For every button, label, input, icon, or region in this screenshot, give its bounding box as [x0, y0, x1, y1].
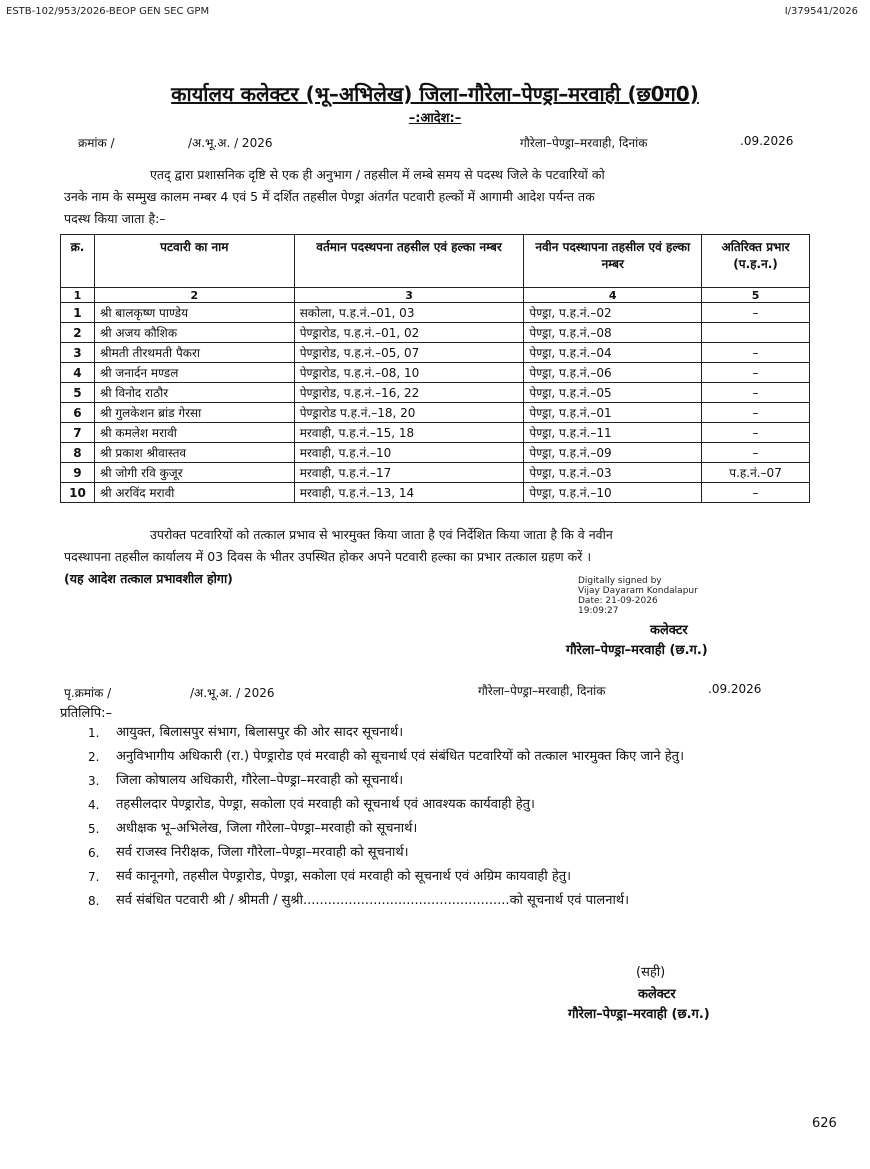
final-sahi: (सही) — [636, 965, 666, 980]
current-posting-cell: पेण्ड्रारोड, प.ह.नं.–01, 02 — [294, 323, 524, 343]
patwari-name-cell: श्री जनार्दन मण्डल — [94, 363, 294, 383]
copy-item-number: 8. — [88, 894, 100, 908]
table-row — [61, 383, 810, 403]
copy-date: .09.2026 — [708, 682, 762, 696]
col-number: 3 — [294, 288, 524, 303]
patwari-name-cell: श्री गुलकेशन ब्रांड गेरसा — [94, 403, 294, 423]
copy-heading: प्रतिलिपि:– — [60, 706, 112, 721]
copy-item-text: जिला कोषालय अधिकारी, गौरेला–पेण्ड्रा–मरवाही को सूचनार्थ। — [116, 773, 404, 788]
serial-cell: 3 — [61, 343, 95, 363]
transfer-table — [60, 234, 810, 503]
digital-signature-line: 19:09:27 — [578, 606, 619, 616]
new-posting-cell: पेण्ड्रा, प.ह.नं.–01 — [524, 403, 702, 423]
office-title — [0, 80, 870, 107]
current-posting-cell: मरवाही, प.ह.नं.–10 — [294, 443, 524, 463]
additional-charge-cell: – — [702, 343, 810, 363]
additional-charge-cell: – — [702, 423, 810, 443]
patwari-name-cell: श्री अजय कौशिक — [94, 323, 294, 343]
order-date: .09.2026 — [740, 134, 794, 148]
patwari-name-cell: श्री अरविंद मरावी — [94, 483, 294, 503]
current-posting-cell: पेण्ड्रारोड, प.ह.नं.–16, 22 — [294, 383, 524, 403]
table-row — [61, 483, 810, 503]
serial-cell: 4 — [61, 363, 95, 383]
file-reference-right: I/379541/2026 — [784, 6, 858, 17]
patwari-name-cell: श्री प्रकाश श्रीवास्तव — [94, 443, 294, 463]
copy-item-number: 2. — [88, 750, 100, 764]
digital-signature-line: Date: 21-09-2026 — [578, 596, 658, 606]
copy-recipient-item — [88, 794, 808, 816]
copy-recipient-item — [88, 770, 808, 792]
additional-charge-cell: – — [702, 443, 810, 463]
copy-item-number: 3. — [88, 774, 100, 788]
relief-line-1: उपरोक्त पटवारियों को तत्काल प्रभाव से भारमुक्त किया जाता है एवं निर्देशित किया जाता है कि वे नवीन — [150, 527, 613, 542]
intro-line-3: पदस्थ किया जाता है:– — [64, 211, 166, 226]
serial-cell: 8 — [61, 443, 95, 463]
order-ref-suffix: /अ.भू.अ. / 2026 — [188, 136, 273, 150]
copy-recipient-item — [88, 866, 808, 888]
table-row — [61, 343, 810, 363]
copy-item-text: अनुविभागीय अधिकारी (रा.) पेण्ड्रारोड एवं मरवाही को सूचनार्थ एवं संबंधित पटवारियों को तत्काल भारमुक्त किए जाने हेतु। — [116, 749, 684, 764]
copy-recipient-item — [88, 842, 808, 864]
additional-charge-cell: – — [702, 363, 810, 383]
col-number: 4 — [524, 288, 702, 303]
office-title-text: कार्यालय कलेक्टर (भू–अभिलेख) जिला–गौरेला–पेण्ड्रा–मरवाही (छ0ग0) — [171, 82, 699, 106]
table-row — [61, 323, 810, 343]
copy-kramank: पृ.क्रमांक / — [64, 686, 112, 700]
final-signatory-place: गौरेला–पेण्ड्रा–मरवाही (छ.ग.) — [568, 1007, 710, 1022]
header-additional-charge: अतिरिक्त प्रभार (प.ह.न.) — [702, 235, 810, 288]
patwari-name-cell: श्री जोगी रवि कुजूर — [94, 463, 294, 483]
serial-cell: 2 — [61, 323, 95, 343]
current-posting-cell: मरवाही, प.ह.नं.–15, 18 — [294, 423, 524, 443]
current-posting-cell: पेण्ड्रारोड, प.ह.नं.–08, 10 — [294, 363, 524, 383]
digital-signature-block — [578, 576, 698, 616]
signatory-place: गौरेला–पेण्ड्रा–मरवाही (छ.ग.) — [566, 643, 708, 658]
relief-line-2: पदस्थापना तहसील कार्यालय में 03 दिवस के भीतर उपस्थित होकर अपने पटवारी हल्का का प्रभार तत्काल ग्रहण करें । — [64, 549, 592, 564]
intro-line-1: एतद् द्वारा प्रशासनिक दृष्टि से एक ही अनुभाग / तहसील में लम्बे समय से पदस्थ जिले के पटवारियों को — [150, 167, 605, 182]
table-row — [61, 363, 810, 383]
copy-item-text: आयुक्त, बिलासपुर संभाग, बिलासपुर की ओर सादर सूचनार्थ। — [116, 725, 404, 740]
new-posting-cell: पेण्ड्रा, प.ह.नं.–09 — [524, 443, 702, 463]
additional-charge-cell — [702, 323, 810, 343]
new-posting-cell: पेण्ड्रा, प.ह.नं.–04 — [524, 343, 702, 363]
serial-cell: 1 — [61, 303, 95, 323]
copy-item-text: तहसीलदार पेण्ड्रारोड, पेण्ड्रा, सकोला एवं मरवाही को सूचनार्थ एवं आवश्यक कार्यवाही हेतु। — [116, 797, 535, 812]
copy-ref-suffix: /अ.भू.अ. / 2026 — [190, 686, 275, 700]
new-posting-cell: पेण्ड्रा, प.ह.नं.–11 — [524, 423, 702, 443]
copy-item-number: 4. — [88, 798, 100, 812]
signatory-title: कलेक्टर — [650, 623, 688, 638]
col-number: 5 — [702, 288, 810, 303]
order-heading-text: –:आदेश:– — [408, 111, 462, 126]
copy-place-date: गौरेला–पेण्ड्रा–मरवाही, दिनांक — [478, 684, 606, 698]
patwari-name-cell: श्री बालकृष्ण पाण्डेय — [94, 303, 294, 323]
digital-signature-line: Digitally signed by — [578, 576, 662, 586]
table-row — [61, 303, 810, 323]
serial-cell: 10 — [61, 483, 95, 503]
order-place-date: गौरेला–पेण्ड्रा–मरवाही, दिनांक — [520, 136, 648, 150]
additional-charge-cell: प.ह.नं.–07 — [702, 463, 810, 483]
header-patwari-name: पटवारी का नाम — [94, 235, 294, 288]
file-reference-left: ESTB-102/953/2026-BEOP GEN SEC GPM — [6, 6, 210, 17]
copy-item-text: सर्व राजस्व निरीक्षक, जिला गौरेला–पेण्ड्रा–मरवाही को सूचनार्थ। — [116, 845, 409, 860]
copy-recipient-item — [88, 818, 808, 840]
col-number: 2 — [94, 288, 294, 303]
additional-charge-cell: – — [702, 483, 810, 503]
new-posting-cell: पेण्ड्रा, प.ह.नं.–06 — [524, 363, 702, 383]
new-posting-cell: पेण्ड्रा, प.ह.नं.–03 — [524, 463, 702, 483]
current-posting-cell: पेण्ड्रारोड, प.ह.नं.–05, 07 — [294, 343, 524, 363]
copy-item-number: 7. — [88, 870, 100, 884]
digital-signature-line: Vijay Dayaram Kondalapur — [578, 586, 698, 596]
current-posting-cell: मरवाही, प.ह.नं.–13, 14 — [294, 483, 524, 503]
copy-item-text: सर्व संबंधित पटवारी श्री / श्रीमती / सुश्री..................................................को सूचनार्थ एवं पालनार्थ। — [116, 893, 630, 908]
copy-item-text: सर्व कानूनगो, तहसील पेण्ड्रारोड, पेण्ड्रा, सकोला एवं मरवाही को सूचनार्थ एवं अग्रिम कायवाही हेतु। — [116, 869, 572, 884]
table-row — [61, 423, 810, 443]
header-serial: क्र. — [61, 235, 95, 288]
order-heading — [0, 108, 870, 126]
final-signatory-title: कलेक्टर — [638, 987, 676, 1002]
serial-cell: 7 — [61, 423, 95, 443]
table-header-row — [61, 235, 810, 288]
additional-charge-cell: – — [702, 403, 810, 423]
copy-recipient-item — [88, 890, 808, 912]
new-posting-cell: पेण्ड्रा, प.ह.नं.–10 — [524, 483, 702, 503]
new-posting-cell: पेण्ड्रा, प.ह.नं.–08 — [524, 323, 702, 343]
patwari-name-cell: श्रीमती तीरथमती पैकरा — [94, 343, 294, 363]
copy-item-number: 1. — [88, 726, 100, 740]
page-number: 626 — [812, 1116, 837, 1131]
order-kramank: क्रमांक / — [78, 136, 115, 150]
serial-cell: 5 — [61, 383, 95, 403]
col-number: 1 — [61, 288, 95, 303]
new-posting-cell: पेण्ड्रा, प.ह.नं.–05 — [524, 383, 702, 403]
copy-recipient-list — [88, 722, 808, 914]
serial-cell: 6 — [61, 403, 95, 423]
copy-recipient-item — [88, 746, 808, 768]
additional-charge-cell: – — [702, 383, 810, 403]
new-posting-cell: पेण्ड्रा, प.ह.नं.–02 — [524, 303, 702, 323]
patwari-name-cell: श्री विनोद राठौर — [94, 383, 294, 403]
current-posting-cell: सकोला, प.ह.नं.–01, 03 — [294, 303, 524, 323]
copy-recipient-item — [88, 722, 808, 744]
current-posting-cell: मरवाही, प.ह.नं.–17 — [294, 463, 524, 483]
table-row — [61, 403, 810, 423]
intro-line-2: उनके नाम के सम्मुख कालम नम्बर 4 एवं 5 में दर्शित तहसील पेण्ड्रा अंतर्गत पटवारी हल्कों में आगामी आदेश पर्यन्त तक — [64, 189, 595, 204]
column-number-row — [61, 288, 810, 303]
serial-cell: 9 — [61, 463, 95, 483]
patwari-name-cell: श्री कमलेश मरावी — [94, 423, 294, 443]
header-new-posting: नवीन पदस्थापना तहसील एवं हल्का नम्बर — [524, 235, 702, 288]
copy-item-text: अधीक्षक भू–अभिलेख, जिला गौरेला–पेण्ड्रा–मरवाही को सूचनार्थ। — [116, 821, 418, 836]
header-current-posting: वर्तमान पदस्थपना तहसील एवं हल्का नम्बर — [294, 235, 524, 288]
table-row — [61, 443, 810, 463]
copy-item-number: 5. — [88, 822, 100, 836]
table-row — [61, 463, 810, 483]
current-posting-cell: पेण्ड्रारोड प.ह.नं.–18, 20 — [294, 403, 524, 423]
effective-note: (यह आदेश तत्काल प्रभावशील होगा) — [64, 571, 233, 586]
additional-charge-cell: – — [702, 303, 810, 323]
copy-item-number: 6. — [88, 846, 100, 860]
